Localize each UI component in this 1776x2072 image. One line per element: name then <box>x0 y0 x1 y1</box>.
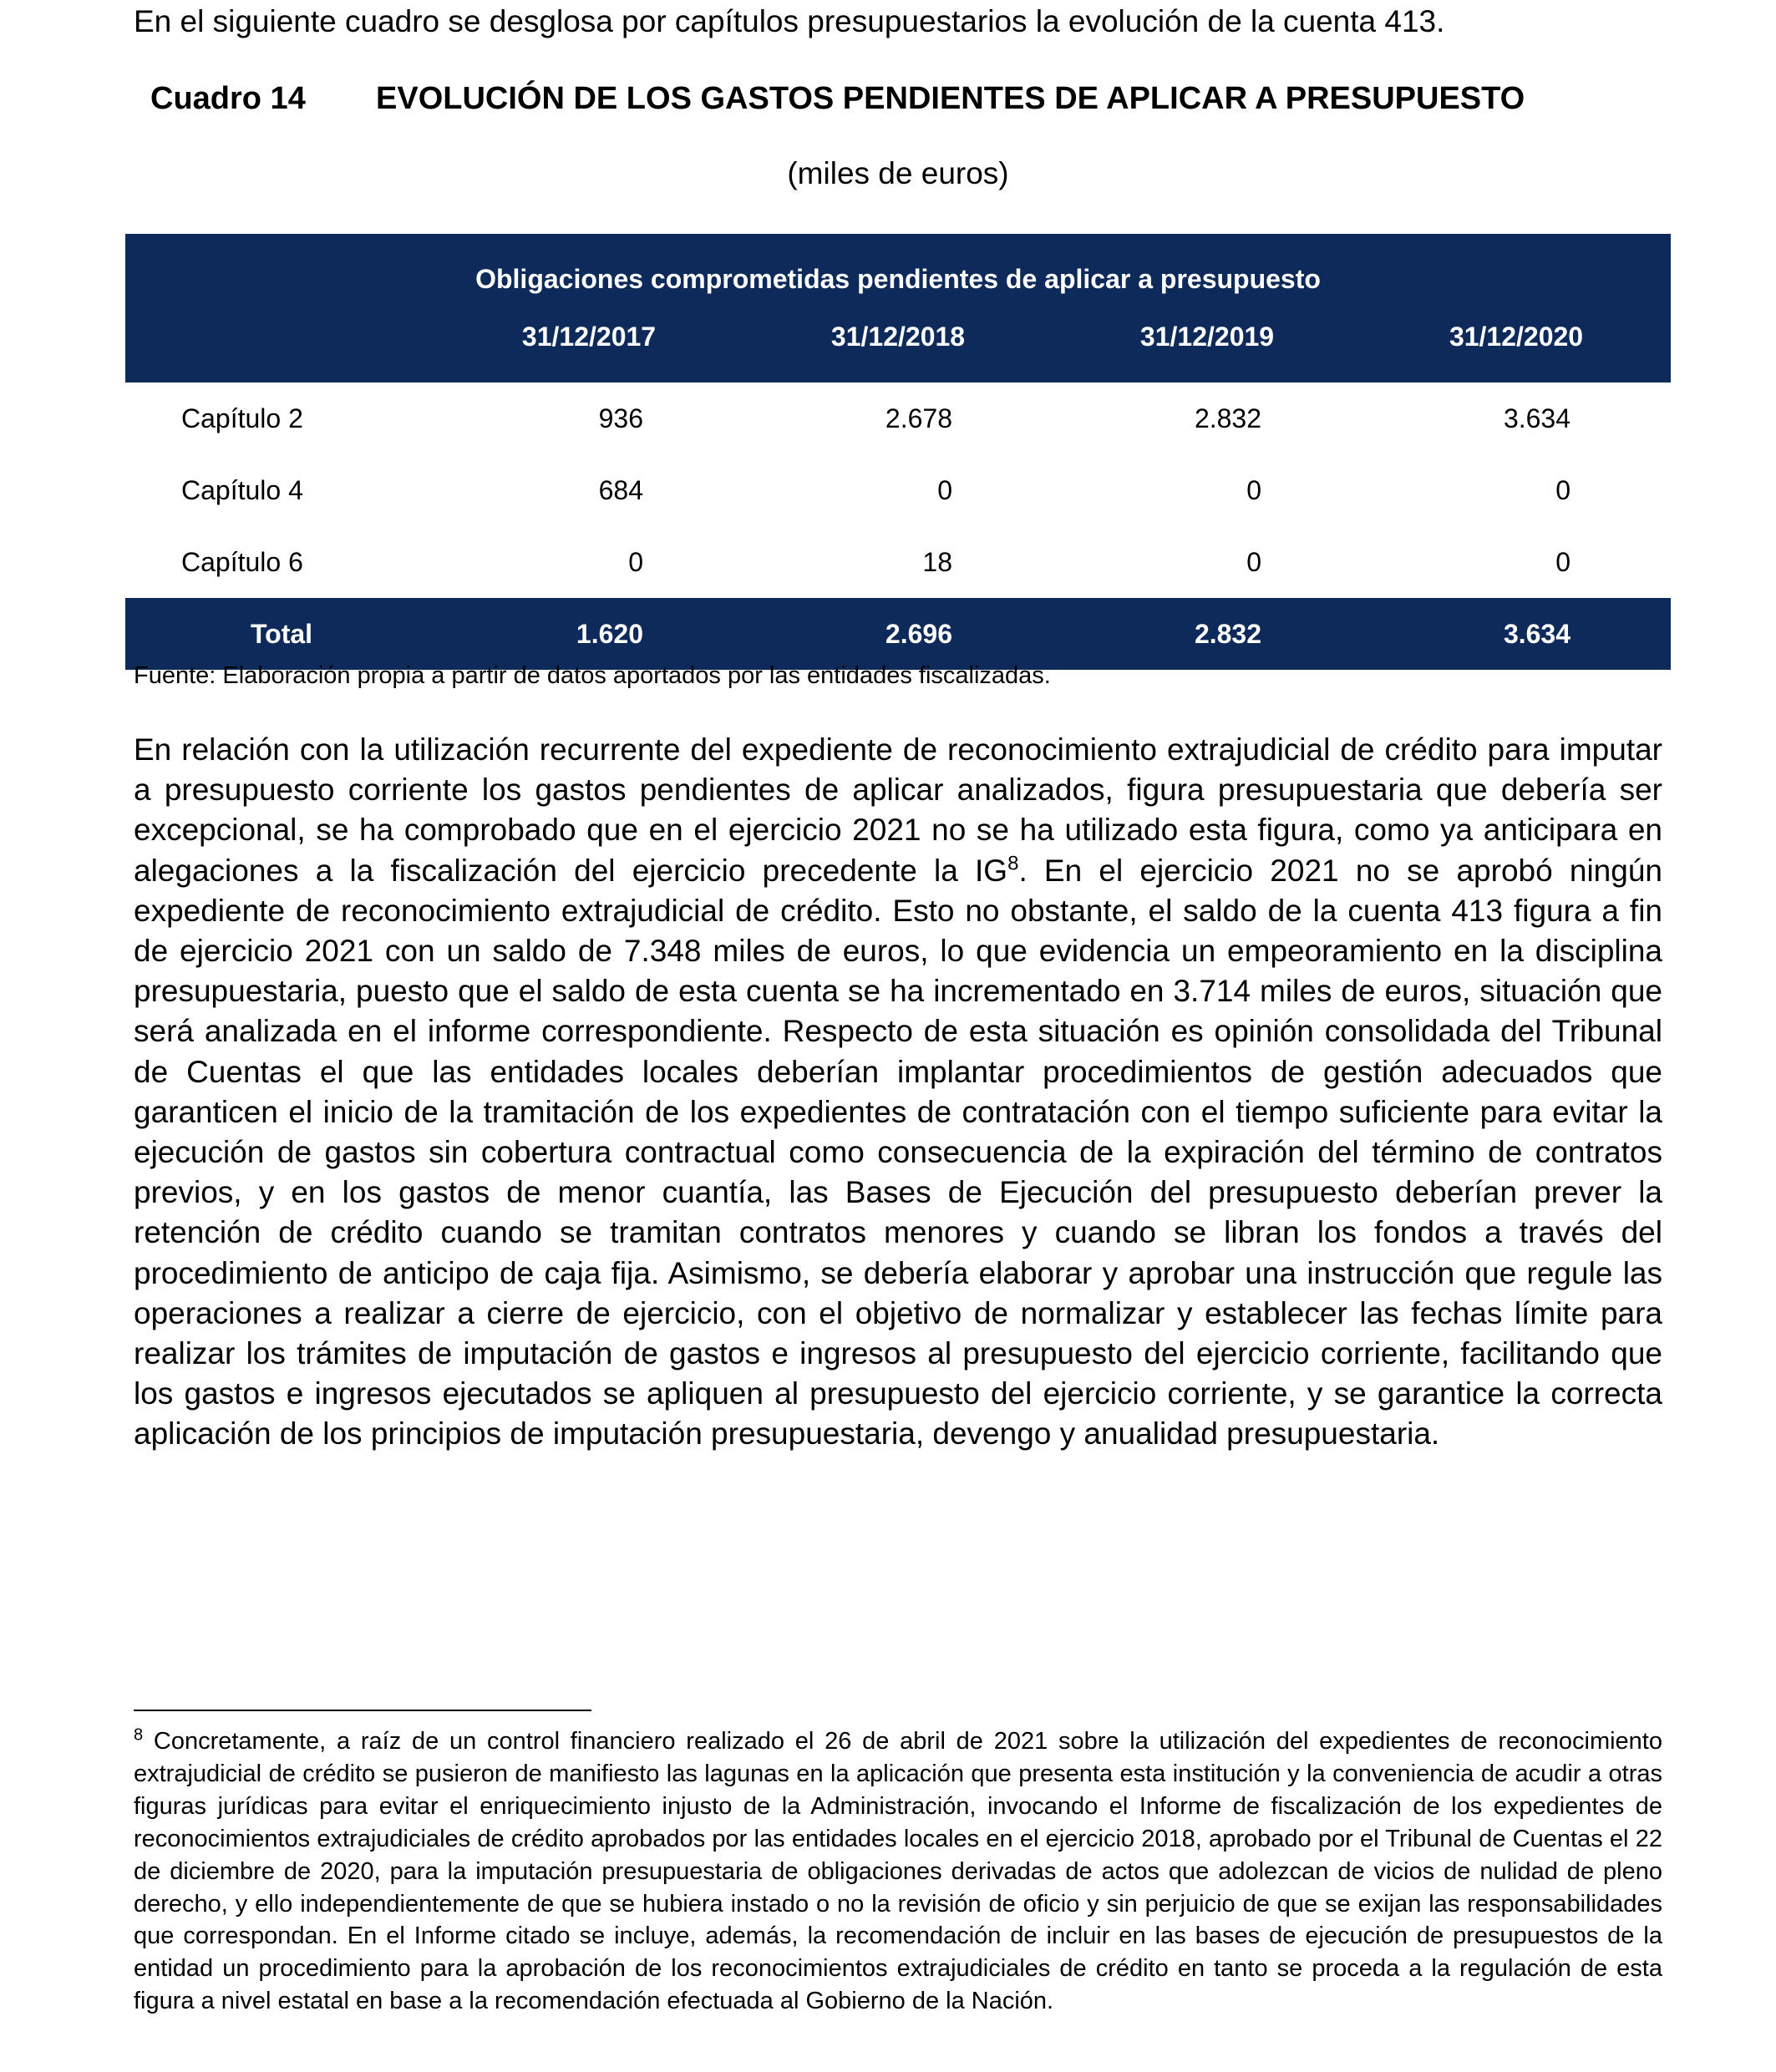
header-empty-cell <box>1362 234 1671 317</box>
body-paragraph <box>134 730 1662 1455</box>
paragraph-text: En relación con la utilización recurrente del expediente de reconocimiento extrajudicial de crédito para imputar a presupuesto corriente los gastos pendientes de aplicar analizados, figura presupuestaria que debería ser excepcional, se ha comprobado que en el ejercicio 2021 no se ha utilizado esta figura, como ya anticipara en alegaciones a la fiscalización del ejercicio precedente la IG <box>134 732 1662 888</box>
group-header: Obligaciones comprometidas pendientes de aplicar a presupuesto <box>434 234 1362 317</box>
table-cell: 18 <box>922 546 952 577</box>
row-label: Capítulo 2 <box>181 403 303 433</box>
column-header: 31/12/2018 <box>743 317 1053 382</box>
table-cell: 0 <box>1246 474 1262 505</box>
table-cell: 2.678 <box>885 403 952 433</box>
row-label: Capítulo 6 <box>181 546 303 577</box>
intro-text: En el siguiente cuadro se desglosa por capítulos presupuestarios la evolución de la cuenta 413. <box>134 4 1445 38</box>
table-cell: 684 <box>598 474 643 505</box>
row-label: Capítulo 4 <box>181 474 303 505</box>
total-label: Total <box>125 598 434 670</box>
table-cell: 0 <box>628 546 643 577</box>
footnote-reference[interactable]: 8 <box>1007 852 1019 875</box>
caption-number: Cuadro 14 <box>150 81 306 116</box>
table-cell: 0 <box>1555 546 1571 577</box>
table-cell: 3.634 <box>1503 403 1571 433</box>
column-header: 31/12/2017 <box>434 317 743 382</box>
paragraph-text-continued: . En el ejercicio 2021 no se aprobó ningún expediente de reconocimiento extrajudicial de crédito. Esto no obstante, el saldo de la cuenta 413 figura a fin de ejercicio 2021 con un saldo de 7.348 miles de euros, lo que evidencia un empeoramiento en la disciplina presupuestaria, puesto que el saldo de esta cuenta se ha incrementado en 3.714 miles de euros, situación que será analizada en el informe correspondiente. Respecto de esta situación es opinión consolidada del Tribunal de Cuentas el que las entidades locales deberían implantar procedimientos de gestión adecuados que garanticen el inicio de la tramitación de los expedientes de contratación con el tiempo suficiente para evitar la ejecución de gastos sin cobertura contractual como consecuencia de la expiración del término de contratos previos, y en los gastos de menor cuantía, las Bases de Ejecución del presupuesto deberían prever la retención de crédito cuando se tramitan contratos menores y cuando se libran los fondos a través del procedimiento de anticipo de caja fija. Asimismo, se debería elaborar y aprobar una instrucción que regule las operaciones a realizar a cierre de ejercicio, con el objetivo de normalizar y establecer las fechas límite para realizar los trámites de imputación de gastos e ingresos al presupuesto del ejercicio corriente, facilitando que los gastos e ingresos ejecutados se apliquen al presupuesto del ejercicio corriente, y se garantice la correcta aplicación de los principios de imputación presupuestaria, devengo y anualidad presupuestaria. <box>134 853 1662 1451</box>
column-header: 31/12/2019 <box>1053 317 1362 382</box>
column-header: 31/12/2020 <box>1362 317 1671 382</box>
table-column-header-row <box>125 317 1671 382</box>
table-cell: 0 <box>1555 474 1571 505</box>
table-row <box>125 382 1671 454</box>
caption-title: EVOLUCIÓN DE LOS GASTOS PENDIENTES DE APLICAR A PRESUPUESTO <box>376 81 1525 116</box>
table-header-row <box>125 234 1671 317</box>
header-empty-cell <box>125 317 434 382</box>
table-row <box>125 526 1671 598</box>
table-caption <box>150 75 1654 122</box>
total-cell: 1.620 <box>434 598 743 670</box>
table-row <box>125 454 1671 526</box>
footnote-number: 8 <box>134 1725 144 1745</box>
footnote-separator <box>134 1710 591 1711</box>
table-cell: 0 <box>937 474 952 505</box>
footnote <box>134 1725 1662 2018</box>
table-source: Fuente: Elaboración propia a partir de datos aportados por las entidades fiscalizadas. <box>134 662 1051 689</box>
total-cell: 2.832 <box>1053 598 1362 670</box>
budget-table <box>125 234 1671 670</box>
total-cell: 3.634 <box>1362 598 1671 670</box>
table-cell: 2.832 <box>1194 403 1262 433</box>
footnote-text: Concretamente, a raíz de un control financiero realizado el 26 de abril de 2021 sobre la utilización del expedientes de reconocimiento extrajudicial de crédito se pusieron de manifiesto las lagunas en la aplicación que presenta esta institución y la conveniencia de acudir a otras figuras jurídicas para evitar el enriquecimiento injusto de la Administración, invocando el Informe de fiscalización de los expedientes de reconocimientos extrajudiciales de crédito aprobados por las entidades locales en el ejercicio 2018, aprobado por el Tribunal de Cuentas el 22 de diciembre de 2020, para la imputación presupuestaria de obligaciones derivadas de actos que adolezcan de vicios de nulidad de pleno derecho, y ello independientemente de que se hubiera instado o no la revisión de oficio y sin perjuicio de que se exijan las responsabilidades que correspondan. En el Informe citado se incluye, además, la recomendación de incluir en las bases de ejecución de presupuestos de la entidad un procedimiento para la aprobación de los reconocimientos extrajudiciales de crédito en tanto se proceda a la regulación de esta figura a nivel estatal en base a la recomendación efectuada al Gobierno de la Nación. <box>134 1728 1662 2015</box>
total-cell: 2.696 <box>743 598 1053 670</box>
header-empty-cell <box>125 234 434 317</box>
table-cell: 0 <box>1246 546 1262 577</box>
table-cell: 936 <box>598 403 643 433</box>
units-label: (miles de euros) <box>787 156 1009 190</box>
